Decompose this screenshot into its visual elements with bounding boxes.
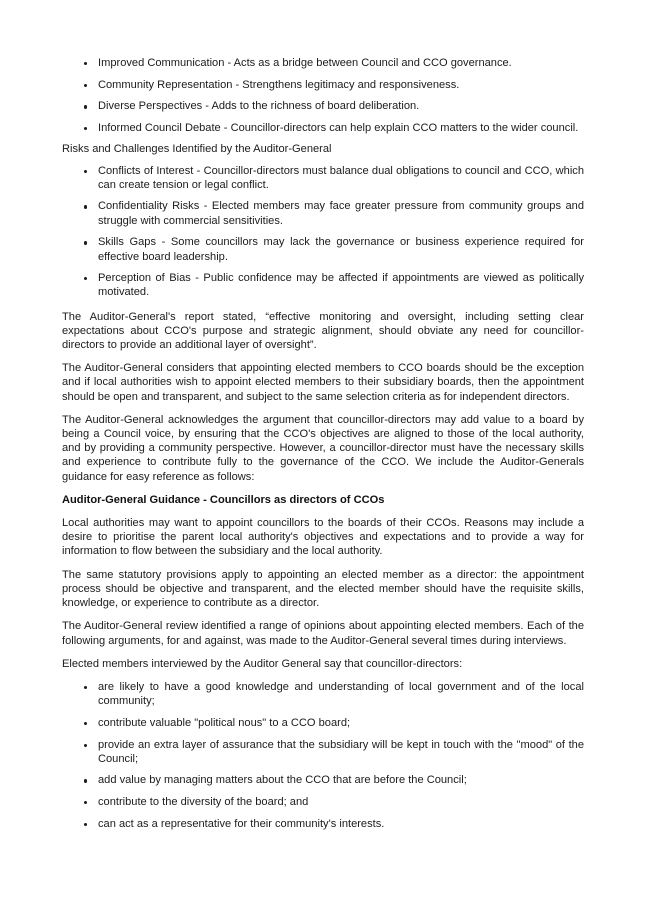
list-item-text: are likely to have a good knowledge and understanding of local government and of the local community; <box>98 680 584 708</box>
list-item-text: Improved Communication - Acts as a bridge between Council and CCO governance. <box>98 57 512 69</box>
list-item <box>62 680 584 708</box>
guidance-heading: Auditor-General Guidance - Councillors as directors of CCOs <box>62 493 385 506</box>
risks-list <box>62 164 584 300</box>
paragraph-acknowledges: The Auditor-General acknowledges the argument that councillor-directors may add value to a board by being a Council voice, by ensuring that the CCO's objectives are aligned to those of the local authority, and by providing a community perspective. However, a councillor-director must have the necessary skills and experience to contribute fully to the governance of the CCO. We include the Auditor-Generals guidance for easy reference as follows: <box>62 413 584 483</box>
list-item-text: can act as a representative for their community's interests. <box>98 817 385 830</box>
list-item-text: contribute valuable "political nous" to a CCO board; <box>98 716 351 729</box>
list-item <box>62 235 584 263</box>
benefits-list <box>62 56 584 135</box>
list-item <box>62 164 584 192</box>
list-item <box>62 738 584 766</box>
list-item <box>62 199 584 227</box>
list-item <box>62 121 584 135</box>
list-item-text: provide an extra layer of assurance that the subsidiary will be kept in touch with the "mood" of the Council; <box>98 738 584 765</box>
paragraph-report-stated: The Auditor-General's report stated, “effective monitoring and oversight, including setting clear expectations about CCO's purpose and strategic alignment, should obviate any need for councillor-directors to provide an additional layer of oversight”. <box>62 310 584 352</box>
list-item <box>62 99 584 113</box>
paragraph-statutory: The same statutory provisions apply to appointing an elected member as a director: the appointment process should be objective and transparent, and the elected member should have the requisite skills, knowledge, or experience to contribute as a director. <box>62 568 584 610</box>
list-item-text: add value by managing matters about the CCO that are before the Council; <box>98 774 467 787</box>
list-item <box>62 78 584 92</box>
list-item <box>62 271 584 299</box>
list-item <box>62 817 584 831</box>
paragraph-review: The Auditor-General review identified a range of opinions about appointing elected members. Each of the following arguments, for and against, was made to the Auditor-General several times during interviews. <box>62 620 584 647</box>
list-item-text: Perception of Bias - Public confidence may be affected if appointments are viewed as politically motivated. <box>98 272 584 299</box>
paragraph-local-authorities: Local authorities may want to appoint councillors to the boards of their CCOs. Reasons may include a desire to prioritise the parent local authority's objectives and expectations and to provide a way for information to flow between the subsidiary and the local authority. <box>62 517 584 558</box>
paragraph-elected-members-intro: Elected members interviewed by the Auditor General say that councillor-directors: <box>62 657 463 670</box>
list-item <box>62 773 584 787</box>
list-item <box>62 56 584 70</box>
risks-heading: Risks and Challenges Identified by the Auditor-General <box>62 143 332 156</box>
list-item-text: Community Representation - Strengthens legitimacy and responsiveness. <box>98 78 460 91</box>
arguments-list <box>62 680 584 831</box>
page-content <box>62 56 584 838</box>
paragraph-exception: The Auditor-General considers that appointing elected members to CCO boards should be the exception and if local authorities wish to appoint elected members to their subsidiary boards, then the appointment should be open and transparent, and subject to the same selection criteria as for independent directors. <box>62 362 584 403</box>
list-item <box>62 795 584 809</box>
list-item-text: Informed Council Debate - Councillor-directors can help explain CCO matters to the wider council. <box>98 122 579 135</box>
list-item-text: contribute to the diversity of the board; and <box>98 796 309 809</box>
list-item-text: Confidentiality Risks - Elected members may face greater pressure from community groups and struggle with commercial sensitivities. <box>98 200 584 227</box>
list-item-text: Diverse Perspectives - Adds to the richness of board deliberation. <box>98 100 420 113</box>
list-item-text: Conflicts of Interest - Councillor-directors must balance dual obligations to council and CCO, which can create tension or legal conflict. <box>98 164 584 191</box>
list-item-text: Skills Gaps - Some councillors may lack the governance or business experience required for effective board leadership. <box>98 236 584 263</box>
list-item <box>62 716 584 730</box>
